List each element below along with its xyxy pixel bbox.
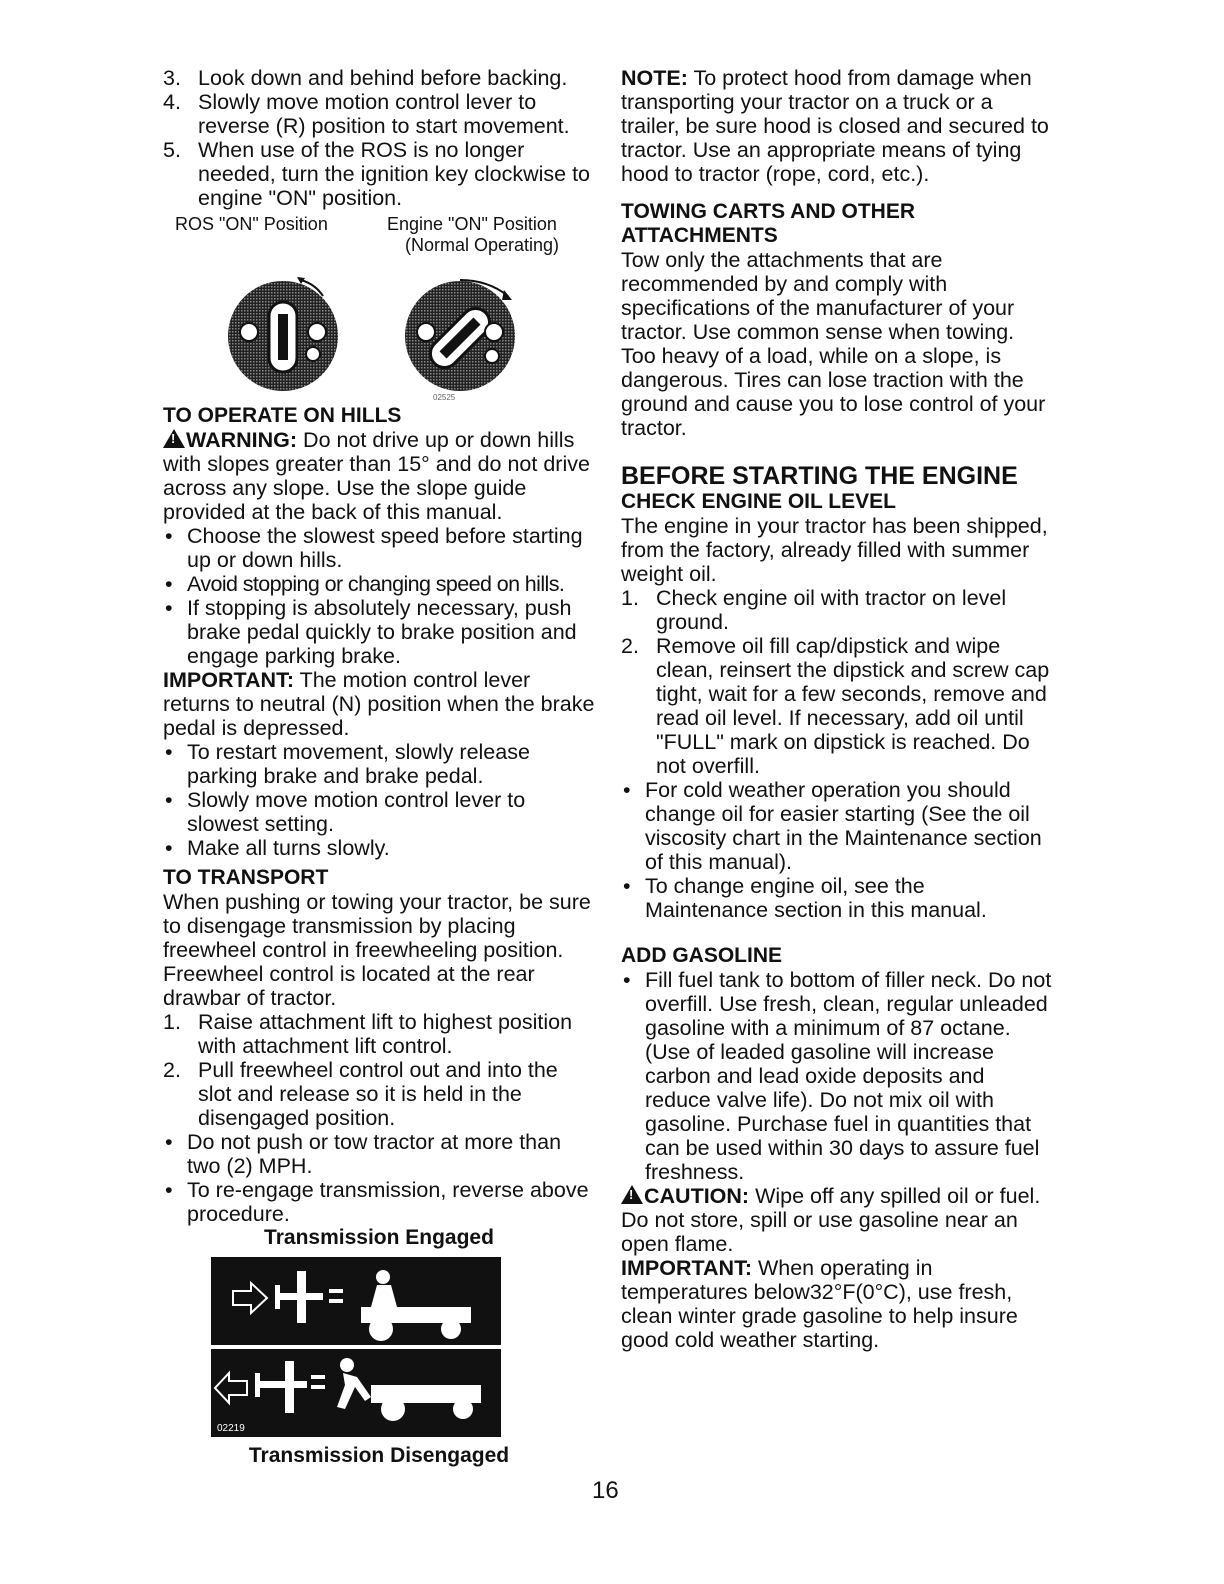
transmission-diagram xyxy=(211,1257,501,1437)
note-label: NOTE: xyxy=(621,66,688,90)
step-text: Pull freewheel control out and into the slot and release so it is held in the disengaged position. xyxy=(198,1058,558,1130)
engine-on-key-dial-icon xyxy=(400,274,520,394)
panel-code: 02219 xyxy=(217,1423,245,1434)
step-text: Look down and behind before backing. xyxy=(198,66,568,90)
hills-heading: TO OPERATE ON HILLS xyxy=(163,404,402,427)
transmission-engaged-label: Transmission Engaged xyxy=(264,1226,494,1249)
ros-caption: ROS "ON" Position xyxy=(175,214,328,234)
transport-intro: When pushing or towing your tractor, be sure to disengage transmission by placing freewheel control in freewheeling position. Freewheel control is located at the rear drawbar of tractor. xyxy=(163,890,591,1010)
important-text: When operating in temperatures below32°F(0°C), use fresh, clean winter grade gasoline to help insure good cold weather starting. xyxy=(621,1256,1018,1352)
step-text: Raise attachment lift to highest position with attachment lift control. xyxy=(198,1010,573,1058)
step-item xyxy=(621,586,1053,634)
engine-caption-line2: (Normal Operating) xyxy=(405,235,560,255)
step-text: Check engine oil with tractor on level ground. xyxy=(656,586,1007,634)
list-item: • Choose the slowest speed before starting up or down hills. xyxy=(163,524,595,572)
note-text: To protect hood from damage when transporting your tractor on a truck or a trailer, be sure hood is closed and secured to tractor. Use an appropriate means of tying hood to tractor (rope, cord, etc.). xyxy=(621,66,1049,186)
right-column xyxy=(621,66,1053,1352)
towing-heading: TOWING CARTS AND OTHER ATTACHMENTS xyxy=(621,200,915,247)
hills-important xyxy=(163,668,595,740)
ros-on-key-dial-icon xyxy=(223,274,343,394)
hills-warning xyxy=(163,428,595,524)
step-item xyxy=(163,1058,595,1130)
list-item: • Make all turns slowly. xyxy=(163,836,595,860)
list-item: • Do not push or tow tractor at more than two (2) MPH. xyxy=(163,1130,595,1178)
step-item xyxy=(163,1010,595,1058)
list-item: • Slowly move motion control lever to slowest setting. xyxy=(163,788,595,836)
left-column xyxy=(163,66,595,1468)
important-label: IMPORTANT: xyxy=(621,1256,752,1280)
ignition-dials-figure xyxy=(163,274,595,402)
caution-triangle-icon xyxy=(621,1185,643,1204)
transmission-disengaged-label: Transmission Disengaged xyxy=(248,1444,510,1467)
warning-triangle-icon xyxy=(163,429,185,448)
note-paragraph xyxy=(621,66,1053,186)
step-text: Remove oil fill cap/dipstick and wipe clean, reinsert the dipstick and screw cap tight, wait for a few seconds, remove and read oil level. If necessary, add oil until "FULL" mark on dipstick is reached. Do not overfill. xyxy=(656,634,1050,778)
oil-heading: CHECK ENGINE OIL LEVEL xyxy=(621,490,896,513)
step-item xyxy=(163,90,595,138)
list-item: • For cold weather operation you should change oil for easier starting (See the oil viscosity chart in the Maintenance section of this manual). xyxy=(621,778,1053,874)
step-number: 5. xyxy=(163,138,181,162)
caution-paragraph xyxy=(621,1184,1053,1256)
step-text: When use of the ROS is no longer needed, turn the ignition key clockwise to engine "ON" position. xyxy=(198,138,591,210)
step-number: 3. xyxy=(163,66,181,90)
warning-text: Do not drive up or down hills with slopes greater than 15° and do not drive across any slope. Use the slope guide provided at the back of this manual. xyxy=(163,428,590,524)
step-number: 1. xyxy=(621,586,639,610)
important-paragraph xyxy=(621,1256,1053,1352)
list-item: • If stopping is absolutely necessary, push brake pedal quickly to brake position and engage parking brake. xyxy=(163,596,595,668)
oil-intro: The engine in your tractor has been shipped, from the factory, already filled with summer weight oil. xyxy=(621,514,1048,586)
page-number: 16 xyxy=(592,1477,619,1504)
list-item: • Fill fuel tank to bottom of filler neck. Do not overfill. Use fresh, clean, regular unleaded gasoline with a minimum of 87 octane. (Use of leaded gasoline will increase carbon and lead oxide deposits and reduce valve life). Do not mix oil with gasoline. Purchase fuel in quantities that can be used within 30 days to assure fuel freshness. xyxy=(621,968,1053,1184)
caution-text: Wipe off any spilled oil or fuel. Do not store, spill or use gasoline near an open flame. xyxy=(621,1184,1041,1256)
step-number: 2. xyxy=(163,1058,181,1082)
step-text: Slowly move motion control lever to reverse (R) position to start movement. xyxy=(198,90,570,138)
transport-heading: TO TRANSPORT xyxy=(163,866,329,889)
step-item xyxy=(621,634,1053,778)
step-item xyxy=(163,66,595,90)
gas-heading: ADD GASOLINE xyxy=(621,944,783,967)
towing-text: Tow only the attachments that are recommended by and comply with specifications of the manufacturer of your tractor. Use common sense when towing. Too heavy of a load, while on a slope, is dangerous. Tires can lose traction with the ground and cause you to lose control of your tractor. xyxy=(621,248,1046,440)
ignition-figure-captions xyxy=(163,214,595,256)
figure-code: 02525 xyxy=(433,393,456,402)
list-item: • To re-engage transmission, reverse above procedure. xyxy=(163,1178,595,1226)
list-item: • To change engine oil, see the Maintenance section in this manual. xyxy=(621,874,1053,922)
engine-caption-line1: Engine "ON" Position xyxy=(387,214,557,234)
engine-caption xyxy=(387,214,587,256)
important-label: IMPORTANT: xyxy=(163,668,294,692)
step-number: 4. xyxy=(163,90,181,114)
list-item: • Avoid stopping or changing speed on hills. xyxy=(163,572,595,596)
warning-label: WARNING: xyxy=(186,428,298,452)
before-starting-heading: BEFORE STARTING THE ENGINE xyxy=(621,462,1018,490)
step-item xyxy=(163,138,595,210)
caution-label: CAUTION: xyxy=(644,1184,750,1208)
list-item: • To restart movement, slowly release parking brake and brake pedal. xyxy=(163,740,595,788)
step-number: 1. xyxy=(163,1010,181,1034)
important-text: The motion control lever returns to neutral (N) position when the brake pedal is depressed. xyxy=(163,668,595,740)
step-number: 2. xyxy=(621,634,639,658)
